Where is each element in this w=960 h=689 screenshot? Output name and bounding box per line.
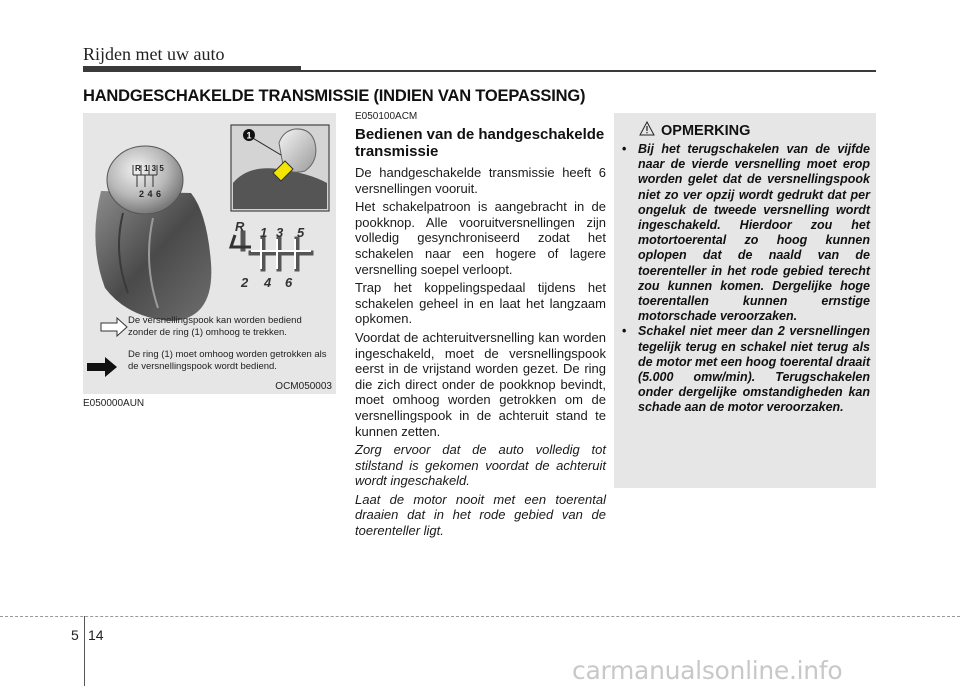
list-item: [622, 142, 870, 324]
section-title: HANDGESCHAKELDE TRANSMISSIE (INDIEN VAN TOEPASSING): [83, 87, 586, 105]
paragraph: Voordat de achteruitversnelling kan worden ingeschakeld, moet de versnellingspook eerst in de vrijstand worden gezet. De ring die zich direct onder de pookknop bevindt, moet omhoog worden getrokken om de versnellingspook in de achteruit stand te kunnen zetten.: [355, 329, 606, 439]
chapter-number: 5: [71, 627, 79, 643]
figure-code: OCM050003: [275, 381, 332, 392]
note-panel: [614, 113, 876, 488]
pattern-label-3: 3: [276, 225, 284, 240]
callout-number: 1: [246, 130, 252, 141]
note-title: OPMERKING: [661, 123, 751, 139]
warning-triangle-icon: [639, 121, 655, 136]
pattern-label-1: 1: [260, 225, 268, 240]
pattern-label-6: 6: [285, 275, 293, 290]
watermark: carmanualsonline.info: [572, 656, 843, 685]
outline-arrow-icon: [101, 318, 127, 336]
list-item: [622, 324, 870, 415]
italic-paragraph: Zorg ervoor dat de auto volledig tot stilstand is gekomen voordat de achteruit wordt ingeschakeld.: [355, 442, 606, 489]
note-text: Bij het terugschakelen van de vijfde naar de vierde versnelling moet erop worden gelet dat de versnellingspook niet zo ver opzij wordt gedrukt dat per ongeluk de tweede versnelling wordt ingeschakeld. Hierdoor zou het motortoerental zo hoog kunnen oplopen dat de naald van de toerenteller in het rode gebied terecht zou kunnen komen. Dergelijke hoge toerentallen kunnen ernstige motorschade veroorzaken.: [638, 142, 870, 324]
solid-arrow-icon: [87, 357, 117, 377]
knob-pattern-row1: R 1 3 5: [135, 164, 165, 173]
gear-shift-figure: [83, 113, 336, 394]
page-number: 14: [88, 627, 104, 643]
header-rule-thin: [301, 70, 876, 72]
bullet: •: [622, 324, 627, 339]
main-column: [355, 111, 606, 542]
note-text: Schakel niet meer dan 2 versnellingen tegelijk terug en schakel niet terug als de motor met een hoog toerental draait (5.000 omw/min). Terugschakelen onder dergelijke omstandigheden kan schade aan de motor veroorzaken.: [638, 324, 870, 415]
caption-solid-arrow: De ring (1) moet omhoog worden getrokken als de versnellingspook wordt bediend.: [128, 349, 327, 372]
figure-reference: E050000AUN: [83, 398, 145, 409]
paragraph: Trap het koppelingspedaal tijdens het schakelen geheel in en laat het langzaam opkomen.: [355, 280, 606, 327]
paragraph: De handgeschakelde transmissie heeft 6 versnellingen vooruit.: [355, 165, 606, 196]
pattern-label-5: 5: [297, 225, 305, 240]
section-code: E050100ACM: [355, 111, 418, 122]
italic-paragraph: Laat de motor nooit met een toerental draaien dat in het rode gebied van de toerenteller ligt.: [355, 491, 606, 539]
knob-pattern-row2: 2 4 6: [139, 189, 162, 199]
bullet: •: [622, 142, 627, 156]
paragraph: Het schakelpatroon is aangebracht in de pookknop. Alle vooruitversnellingen zijn volledig gesynchroniseerd zodat het schakelen naar een hogere of lagere versnelling soepel verloopt.: [355, 199, 606, 277]
subheading: Bedienen van de handgeschakelde transmissie: [355, 126, 605, 160]
header-rule-thick: [83, 66, 301, 72]
pattern-label-r: R: [235, 219, 245, 234]
note-list: [622, 142, 870, 416]
footer-vertical-rule: [84, 616, 85, 686]
page-header-title: Rijden met uw auto: [83, 44, 225, 64]
caption-outline-arrow: De versnellingspook kan worden bediend zonder de ring (1) omhoog te trekken.: [128, 315, 302, 338]
pattern-label-4: 4: [264, 275, 272, 290]
footer-dashed-rule: [0, 616, 960, 618]
pattern-label-2: 2: [241, 275, 249, 290]
